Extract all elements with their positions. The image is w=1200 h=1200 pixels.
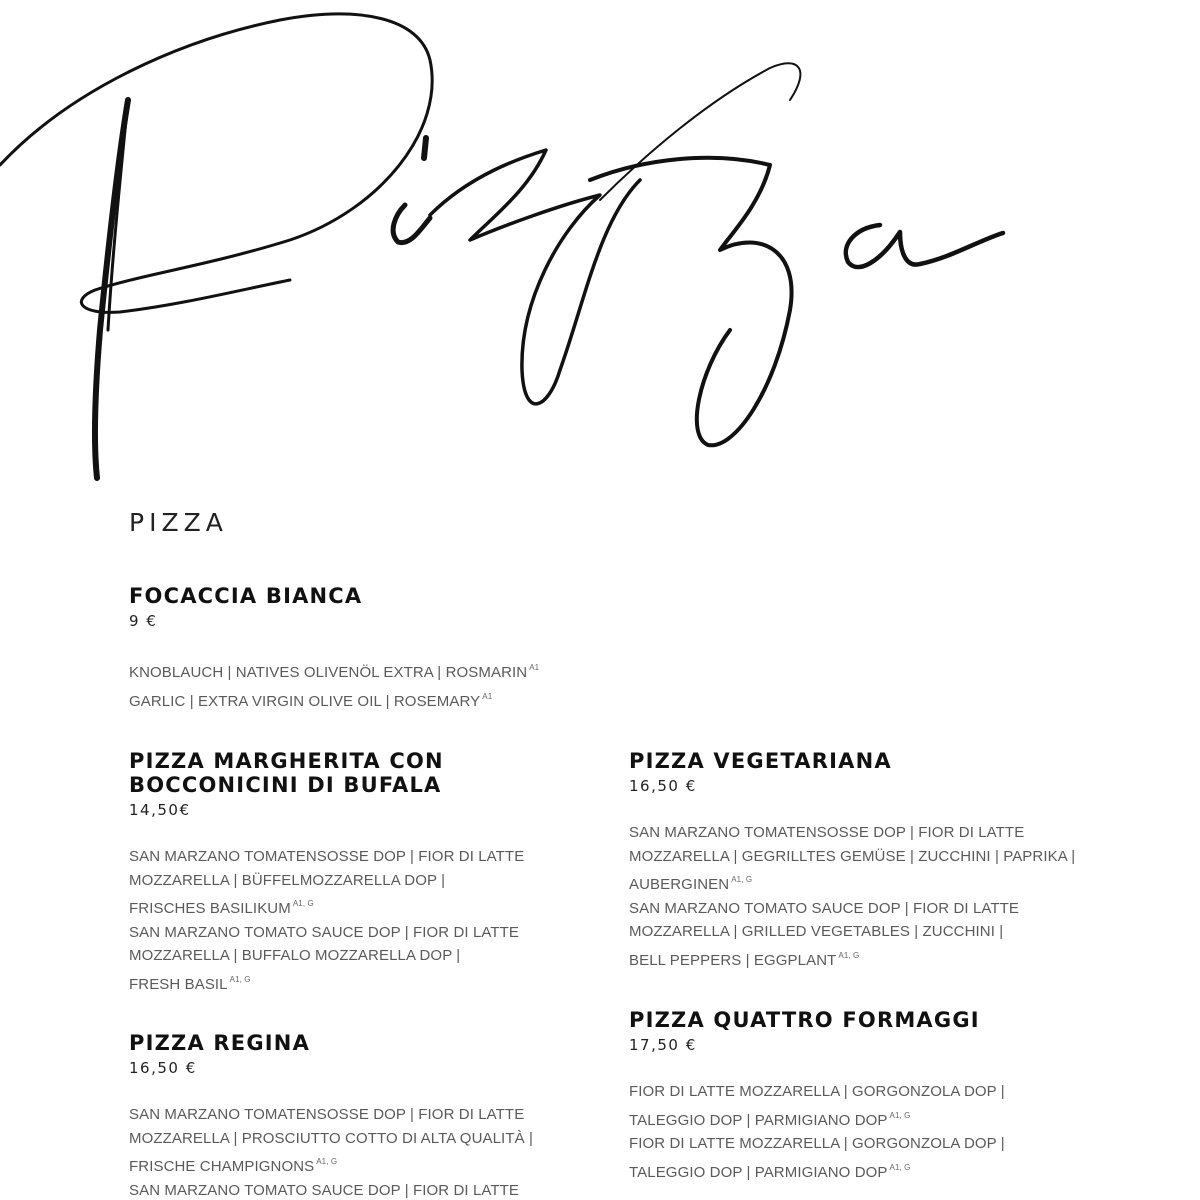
description-line: [129, 685, 589, 714]
description-line: [629, 1080, 1109, 1104]
description-line: [629, 897, 1109, 921]
description-text: FRISCHE CHAMPIGNONS: [129, 1158, 315, 1175]
section-title: PIZZA: [129, 508, 228, 537]
description-text: MOZZARELLA | GRILLED VEGETABLES | ZUCCHINI |: [629, 923, 1004, 940]
description-line: [629, 944, 1109, 973]
description-line: [629, 1156, 1109, 1185]
menu-item-focaccia-bianca: [129, 584, 589, 713]
description-text: SAN MARZANO TOMATENSOSSE DOP | FIOR DI LATTE: [129, 1106, 525, 1123]
allergen-codes: A1, G: [838, 950, 860, 960]
description-line: [629, 1104, 1109, 1133]
description-line: [129, 921, 589, 945]
item-description: [129, 845, 589, 996]
allergen-codes: A1, G: [731, 875, 753, 884]
allergen-codes: A1, G: [889, 1162, 911, 1172]
description-line: [129, 1150, 589, 1179]
description-text: GARLIC | EXTRA VIRGIN OLIVE OIL | ROSEMARY: [129, 692, 481, 710]
item-price: 9 €: [129, 612, 158, 630]
item-price: 16,50 €: [629, 777, 697, 795]
description-line: [129, 656, 589, 685]
menu-item-pizza-vegetariana: [629, 749, 1109, 972]
menu-item-pizza-quattro-formaggi: [629, 1008, 1109, 1184]
allergen-codes: A1, G: [889, 1110, 911, 1120]
description-line: [129, 968, 589, 997]
item-name: PIZZA REGINA: [129, 1031, 311, 1055]
allergen-codes: A1: [529, 663, 540, 672]
description-line: [129, 1127, 589, 1151]
description-line: [129, 944, 589, 968]
description-text: MOZZARELLA | BÜFFELMOZZARELLA DOP |: [129, 871, 446, 889]
description-text: FRISCHES BASILIKUM: [129, 900, 291, 917]
description-text: SAN MARZANO TOMATO SAUCE DOP | FIOR DI LATTE: [129, 1181, 520, 1199]
description-text: SAN MARZANO TOMATENSOSSE DOP | FIOR DI LATTE: [629, 824, 1025, 841]
description-text: AUBERGINEN: [629, 876, 730, 893]
description-text: FRESH BASIL: [129, 975, 228, 993]
item-price: 14,50€: [129, 801, 191, 819]
description-text: KNOBLAUCH | NATIVES OLIVENÖL EXTRA | ROSMARIN: [129, 664, 528, 681]
item-description: [129, 1103, 589, 1200]
description-line: [629, 868, 1109, 897]
item-description: [629, 1080, 1109, 1184]
description-text: SAN MARZANO TOMATO SAUCE DOP | FIOR DI LATTE: [629, 899, 1020, 917]
description-text: SAN MARZANO TOMATO SAUCE DOP | FIOR DI LATTE: [129, 923, 520, 941]
description-line: [129, 845, 589, 869]
menu-item-pizza-regina: [129, 1031, 589, 1200]
menu-item-pizza-margherita: [129, 749, 589, 996]
item-price: 16,50 €: [129, 1059, 197, 1077]
description-line: [629, 1132, 1109, 1156]
item-description: [629, 821, 1109, 972]
pizza-script-logo: [0, 0, 1200, 500]
description-text: MOZZARELLA | BUFFALO MOZZARELLA DOP |: [129, 947, 461, 964]
description-line: [129, 1179, 589, 1200]
description-text: MOZZARELLA | PROSCIUTTO COTTO DI ALTA QUALITÀ |: [129, 1129, 533, 1147]
item-name: PIZZA MARGHERITA CON BOCCONICINI DI BUFALA: [129, 749, 444, 797]
description-text: MOZZARELLA | GEGRILLTES GEMÜSE | ZUCCHINI | PAPRIKA |: [629, 847, 1076, 865]
allergen-codes: A1, G: [292, 899, 314, 908]
description-line: [129, 869, 589, 893]
allergen-codes: A1, G: [229, 974, 251, 984]
description-line: [629, 821, 1109, 845]
description-line: [629, 845, 1109, 869]
description-text: SAN MARZANO TOMATENSOSSE DOP | FIOR DI LATTE: [129, 848, 525, 865]
allergen-codes: A1: [482, 691, 493, 701]
allergen-codes: A1, G: [316, 1157, 338, 1166]
description-line: [629, 920, 1109, 944]
item-name: PIZZA QUATTRO FORMAGGI: [629, 1008, 980, 1032]
description-text: TALEGGIO DOP | PARMIGIANO DOP: [629, 1111, 888, 1129]
description-line: [129, 892, 589, 921]
item-name: PIZZA VEGETARIANA: [629, 749, 892, 773]
item-description: [129, 656, 589, 713]
item-name: FOCACCIA BIANCA: [129, 584, 363, 608]
description-text: FIOR DI LATTE MOZZARELLA | GORGONZOLA DOP |: [629, 1083, 1005, 1100]
description-line: [129, 1103, 589, 1127]
description-text: TALEGGIO DOP | PARMIGIANO DOP: [629, 1163, 888, 1181]
item-price: 17,50 €: [629, 1036, 697, 1054]
description-text: BELL PEPPERS | EGGPLANT: [629, 951, 837, 969]
description-text: FIOR DI LATTE MOZZARELLA | GORGONZOLA DOP |: [629, 1135, 1005, 1152]
